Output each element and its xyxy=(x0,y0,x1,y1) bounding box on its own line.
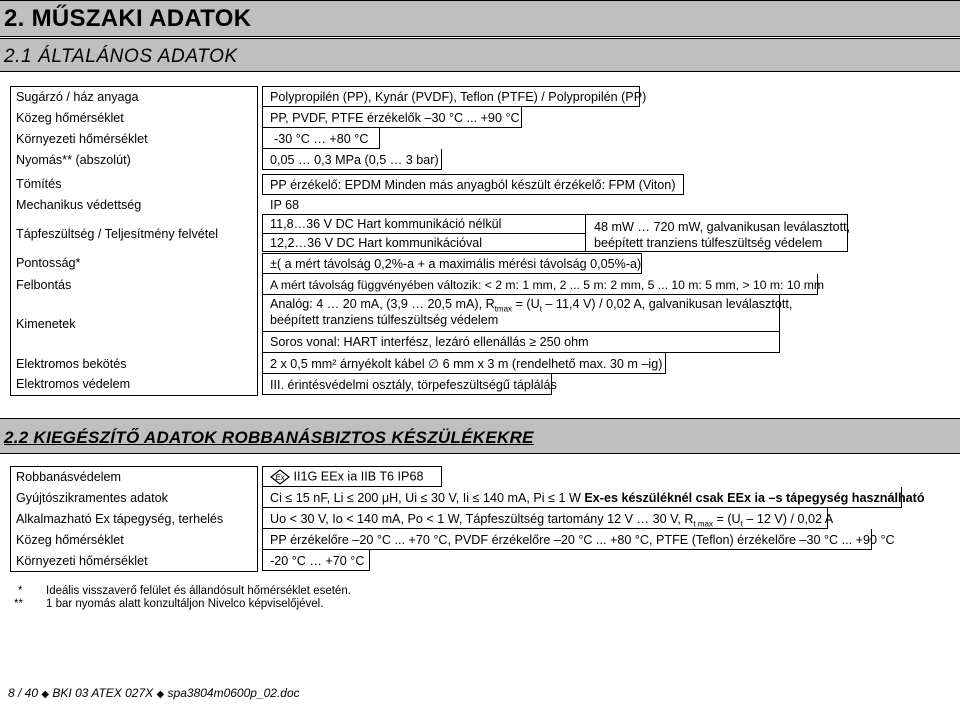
ex-intrinsic-bold: Ex-es készüléknél csak EEx ia –s tápegység használható xyxy=(584,491,925,505)
value-ambient-temp: -30 °C … +80 °C xyxy=(274,132,369,146)
ex-label-ambient-temp: Környezeti hőmérséklet xyxy=(16,554,148,568)
footnote-1-mark: * xyxy=(18,585,23,597)
supply-divider xyxy=(262,233,586,234)
label-ambient-temp: Környezeti hőmérséklet xyxy=(16,132,148,146)
heading-2-2-text: 2.2 KIEGÉSZÍTŐ ADATOK ROBBANÁSBIZTOS KÉSZÜLÉKEKRE xyxy=(4,428,534,447)
label-ingress: Mechanikus védettség xyxy=(16,198,142,212)
ex-power-text: Uo < 30 V, Io < 140 mA, Po < 1 W, Tápfeszültség tartomány 12 V … 30 V, R xyxy=(270,512,694,526)
heading-1-text: 2. MŰSZAKI ADATOK xyxy=(4,5,252,32)
label-supply: Tápfeszültség / Teljesítmény felvétel xyxy=(16,227,219,241)
value-sealing: PP érzékelő: EPDM Minden más anyagból készült érzékelő: FPM (Viton) xyxy=(270,178,676,192)
label-outputs: Kimenetek xyxy=(16,317,76,331)
value-pressure: 0,05 … 0,3 MPa (0,5 … 3 bar) xyxy=(270,153,439,167)
value-outputs-3: Soros vonal: HART interfész, lezáró ellenállás ≥ 250 ohm xyxy=(270,335,589,349)
value-electrical-connection: 2 x 0,5 mm² árnyékolt kábel ∅ 6 mm x 3 m (rendelhető max. 30 m –ig) xyxy=(270,357,663,371)
footer-page: 8 / 40 xyxy=(8,686,39,700)
page-footer xyxy=(8,686,300,700)
ex-protection-text: II1G EEx ia IIB T6 IP68 xyxy=(293,469,424,484)
outputs-analog-end: – 11,4 V) / 0,02 A, galvanikusan leválasztott, xyxy=(541,297,793,311)
ex-explosion-mark-icon xyxy=(270,469,290,485)
ex-value-medium-temp: PP érzékelőre –20 °C ... +70 °C, PVDF érzékelőre –20 °C ... +80 °C, PTFE (Teflon) érzékelőre –30 °C ... +90 °C xyxy=(270,533,895,547)
value-power-1: 48 mW … 720 mW, galvanikusan leválasztott, xyxy=(594,220,851,234)
outputs-sub-tmax: tmax xyxy=(494,304,513,314)
heading-2-1-text: 2.1 ÁLTALÁNOS ADATOK xyxy=(4,46,238,67)
value-medium-temp: PP, PVDF, PTFE érzékelők –30 °C ... +90 °C xyxy=(270,111,520,125)
outputs-analog-text: Analóg: 4 … 20 mA, (3,9 … 20,5 mA), R xyxy=(270,297,495,311)
ex-power-rest: = (U xyxy=(712,512,741,526)
section-heading-2-1 xyxy=(0,38,960,72)
ex-intrinsic-text: Ci ≤ 15 nF, Li ≤ 200 μH, Ui ≤ 30 V, Ii ≤ 140 mA, Pi ≤ 1 W xyxy=(270,491,585,505)
ex-label-protection: Robbanásvédelem xyxy=(16,470,122,484)
diamond-icon: ◆ xyxy=(41,689,50,700)
footnote-1-text: Ideális visszaverő felület és állandósult hőmérséklet esetén. xyxy=(46,585,351,597)
label-sealing: Tömítés xyxy=(16,177,62,191)
value-power-2: beépített tranziens túlfeszültség védelem xyxy=(594,236,823,250)
value-housing-material: Polypropilén (PP), Kynár (PVDF), Teflon (PTFE) / Polypropilén (PP) xyxy=(270,90,647,104)
value-accuracy: ±( a mért távolság 0,2%-a + a maximális mérési távolság 0,05%-a) xyxy=(270,257,642,271)
label-housing-material: Sugárzó / ház anyaga xyxy=(16,90,139,104)
label-electrical-protection: Elektromos védelem xyxy=(16,377,131,391)
value-resolution: A mért távolság függvényében változik: < 2 m: 1 mm, 2 ... 5 m: 2 mm, 5 ... 10 m: 5 mm, > 10 m: 10 mm xyxy=(270,278,825,292)
ex-label-intrinsic: Gyújtószikramentes adatok xyxy=(16,491,168,505)
ex-label-medium-temp: Közeg hőmérséklet xyxy=(16,533,124,547)
label-medium-temp: Közeg hőmérséklet xyxy=(16,111,124,125)
label-pressure: Nyomás** (abszolút) xyxy=(16,153,131,167)
ex-power-sub-t: t xyxy=(740,519,743,529)
ex-value-ambient-temp: -20 °C … +70 °C xyxy=(270,554,365,568)
value-electrical-protection: III. érintésvédelmi osztály, törpefeszültségű táplálás xyxy=(270,378,557,392)
diamond-icon: ◆ xyxy=(156,689,165,700)
outputs-divider xyxy=(262,331,780,332)
label-electrical-connection: Elektromos bekötés xyxy=(16,357,127,371)
ex-label-power-supply: Alkalmazható Ex tápegység, terhelés xyxy=(16,512,224,526)
value-outputs-2: beépített tranziens túlfeszültség védelem xyxy=(270,313,499,327)
footnote-2-mark: ** xyxy=(14,598,23,610)
label-resolution: Felbontás xyxy=(16,278,72,292)
footer-doc: BKI 03 ATEX 027X xyxy=(52,686,154,700)
section-heading-1 xyxy=(0,0,960,37)
footnote-2-text: 1 bar nyomás alatt konzultáljon Nivelco képviselőjével. xyxy=(46,598,324,610)
ex-power-sub-tmax: t max xyxy=(693,519,713,529)
outputs-sub-t: t xyxy=(539,304,542,314)
ex-value-protection xyxy=(270,469,423,485)
label-accuracy: Pontosság* xyxy=(16,256,81,270)
value-ingress: IP 68 xyxy=(270,198,300,212)
value-supply-1: 11,8…36 V DC Hart kommunikáció nélkül xyxy=(270,217,502,231)
value-supply-2: 12,2…36 V DC Hart kommunikációval xyxy=(270,236,483,250)
svg-text:Ex: Ex xyxy=(275,473,285,482)
ex-power-end: – 12 V) / 0,02 A xyxy=(742,512,834,526)
footer-file: spa3804m0600p_02.doc xyxy=(167,686,300,700)
outputs-analog-rest: = (U xyxy=(512,297,540,311)
ex-value-intrinsic xyxy=(270,491,925,506)
section-heading-2-2 xyxy=(0,418,960,454)
